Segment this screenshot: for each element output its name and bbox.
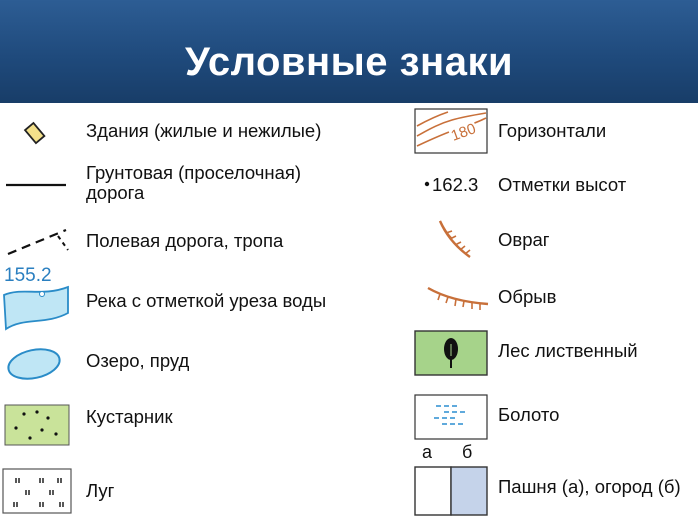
building-icon: [22, 118, 56, 148]
elevation-mark-icon: [424, 181, 430, 187]
legend-item-buildings: [0, 108, 400, 158]
legend-item-elevation-marks: [410, 170, 698, 200]
legend-item-dirt-road: [0, 160, 400, 210]
legend-label: Отметки высот: [498, 174, 627, 195]
cliff-icon: [426, 282, 490, 312]
legend-item-river: [0, 263, 400, 333]
deciduous-forest-icon: [414, 330, 488, 376]
legend-item-swamp: [410, 392, 698, 442]
legend-item-ravine: [410, 215, 698, 265]
legend-item-cliff: [410, 278, 698, 318]
page-title: Условные знаки: [184, 40, 514, 84]
elevation-value: 162.3: [432, 174, 479, 195]
legend-item-field-road: [0, 218, 400, 263]
legend-item-meadow: [0, 466, 400, 518]
legend-label-line2: дорога: [86, 182, 145, 203]
legend-label: Здания (жилые и нежилые): [86, 120, 322, 141]
legend-item-contours: [410, 106, 698, 158]
legend-label: Кустарник: [86, 406, 173, 427]
legend-label: Грунтовая (проселочная): [86, 162, 302, 183]
legend-label: Болото: [498, 404, 560, 425]
legend-label: Луг: [86, 480, 115, 501]
legend-label: Обрыв: [498, 286, 557, 307]
legend-label: Горизонтали: [498, 120, 607, 141]
arable-sublabel-a: а: [422, 442, 433, 462]
legend-item-lake: [0, 340, 400, 388]
dirt-road-icon: [6, 182, 68, 188]
lake-icon: [6, 344, 64, 384]
legend-label: Река с отметкой уреза воды: [86, 290, 327, 311]
meadow-icon: [2, 468, 72, 514]
shrub-icon: [4, 404, 70, 446]
arable-garden-icon: [414, 466, 488, 516]
legend-label: Пашня (а), огород (б): [498, 476, 681, 497]
legend-label: Овраг: [498, 229, 550, 250]
river-elevation-label: 155.2: [4, 265, 52, 286]
legend-label: Полевая дорога, тропа: [86, 230, 284, 251]
garden-sublabel-b: б: [462, 442, 473, 462]
legend-label: Озеро, пруд: [86, 350, 190, 371]
legend-item-arable-garden: [410, 440, 698, 520]
legend-item-forest: [410, 326, 698, 378]
header-banner: [0, 0, 698, 103]
swamp-icon: [414, 394, 488, 440]
legend-item-shrubs: [0, 400, 400, 448]
contour-elevation-value: 180: [447, 118, 480, 147]
field-road-icon: [6, 224, 70, 258]
ravine-icon: [436, 217, 476, 263]
legend-label: Лес лиственный: [498, 340, 638, 361]
